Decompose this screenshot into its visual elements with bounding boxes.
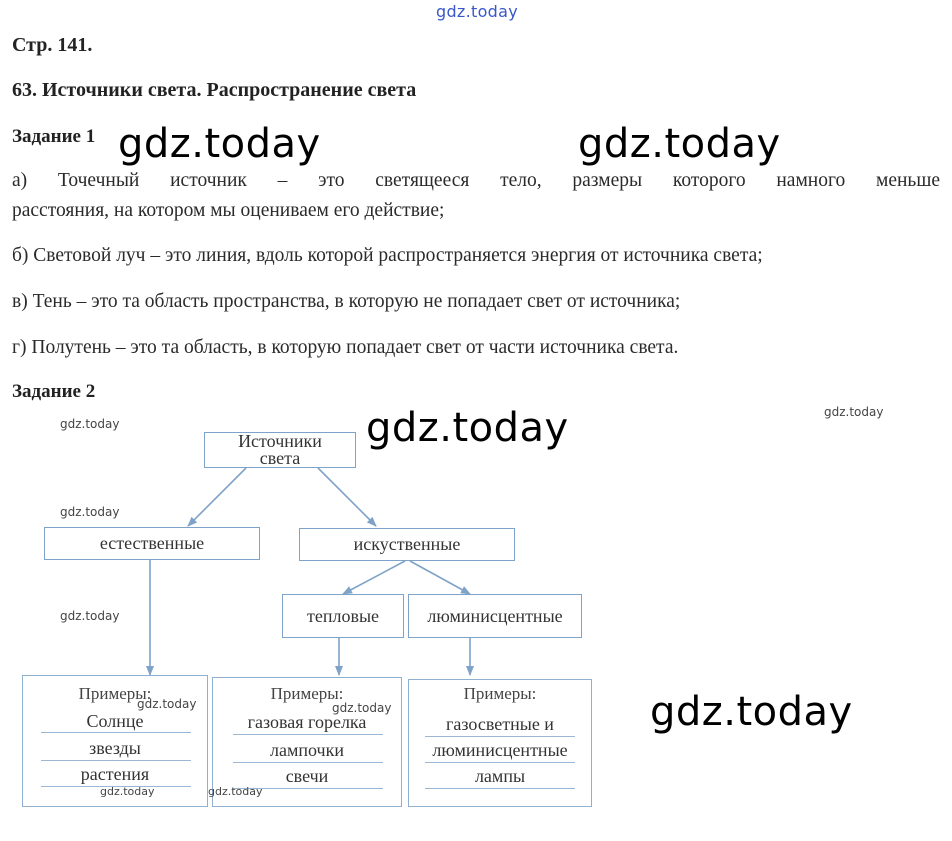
node-light-sources-line1: Источники <box>238 431 322 451</box>
watermark-small: gdz.today <box>60 609 120 623</box>
example-sun: Солнце <box>86 711 144 731</box>
example-rule <box>41 760 191 761</box>
example-bulbs: лампочки <box>270 740 344 760</box>
node-natural <box>44 527 260 560</box>
example-rule <box>41 732 191 733</box>
example-stars: звезды <box>89 738 141 758</box>
example-rule <box>425 736 575 737</box>
node-artificial-label: искуственные <box>353 534 461 554</box>
watermark-small: gdz.today <box>332 701 392 715</box>
header-watermark: gdz.today <box>436 2 518 21</box>
node-luminescent-label: люминисцентные <box>427 606 563 626</box>
task2-heading: Задание 2 <box>12 381 96 402</box>
node-thermal <box>282 594 404 638</box>
node-luminescent <box>408 594 582 638</box>
task1-item-a-line1: а) Точечный источник – это светящееся тело, размеры которого намного меньше <box>12 170 940 191</box>
example-candles: свечи <box>285 766 329 786</box>
arrow-artificial-to-thermal <box>343 561 405 594</box>
node-natural-label: естественные <box>99 533 205 553</box>
arrow-root-to-artificial <box>318 468 376 526</box>
watermark-small: gdz.today <box>137 697 197 711</box>
node-thermal-label: тепловые <box>306 606 380 626</box>
examples-luminescent-title: Примеры: <box>463 684 537 703</box>
watermark-small: gdz.today <box>824 405 884 419</box>
task1-heading: Задание 1 <box>12 126 96 147</box>
examples-thermal-title: Примеры: <box>270 684 344 703</box>
watermark-small: gdz.today <box>60 417 120 431</box>
watermark-large: gdz.today <box>650 689 853 735</box>
task1-item-c: в) Тень – это та область пространства, в которую не попадает свет от источника; <box>12 291 681 312</box>
task1-item-a-line2: расстояния, на котором мы оцениваем его действие; <box>12 200 445 221</box>
example-gas-discharge: газосветные и <box>446 714 554 734</box>
arrow-artificial-to-luminescent <box>410 561 470 594</box>
watermark-large: gdz.today <box>578 121 781 167</box>
task1-item-b: б) Световой луч – это линия, вдоль которой распространяется энергия от источника света; <box>12 245 763 266</box>
section-title: 63. Источники света. Распространение света <box>12 79 417 101</box>
watermark-small: gdz.today <box>100 785 155 798</box>
arrow-root-to-natural <box>188 468 246 526</box>
examples-natural-title: Примеры: <box>78 684 152 703</box>
watermark-large: gdz.today <box>118 121 321 167</box>
example-rule <box>233 762 383 763</box>
examples-luminescent <box>408 679 592 807</box>
task1-item-d: г) Полутень – это та область, в которую попадает свет от части источника света. <box>12 337 679 358</box>
page-reference: Стр. 141. <box>12 34 93 56</box>
example-rule <box>233 734 383 735</box>
example-luminescent: люминисцентные <box>432 740 568 760</box>
example-rule <box>425 788 575 789</box>
example-plants: растения <box>80 764 150 784</box>
node-light-sources <box>204 432 356 468</box>
watermark-small: gdz.today <box>60 505 120 519</box>
watermark-large: gdz.today <box>366 405 569 451</box>
example-gas-burner: газовая горелка <box>247 712 367 732</box>
node-light-sources-line2: света <box>259 448 301 468</box>
example-lamps: лампы <box>474 766 526 786</box>
watermark-small: gdz.today <box>208 785 263 798</box>
example-rule <box>425 762 575 763</box>
node-artificial <box>299 528 515 561</box>
